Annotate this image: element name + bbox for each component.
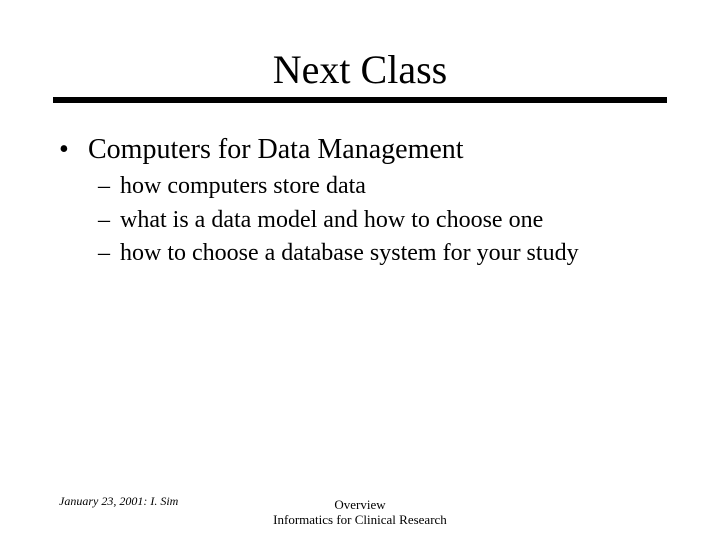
footer-date-author: January 23, 2001: I. Sim: [59, 494, 179, 508]
sub-bullet-text: what is a data model and how to choose one: [120, 207, 544, 233]
sub-bullet-text: how computers store data: [120, 173, 366, 199]
sub-bullet-marker: –: [98, 240, 110, 266]
bullet-marker: •: [59, 134, 69, 165]
footer-course-name: Informatics for Clinical Research: [273, 512, 447, 527]
footer-section-name: Overview: [334, 497, 386, 512]
title-underline-rule: [53, 97, 667, 103]
sub-bullet-marker: –: [98, 207, 110, 233]
sub-bullet-text: how to choose a database system for your study: [120, 240, 579, 266]
footer-course-info: [240, 497, 480, 527]
sub-bullet-item: [98, 171, 366, 201]
bullet-item: [59, 133, 464, 167]
sub-bullet-item: [98, 238, 579, 268]
sub-bullet-item: [98, 205, 543, 235]
bullet-text: Computers for Data Management: [88, 134, 464, 165]
slide-title: Next Class: [272, 47, 448, 92]
sub-bullet-marker: –: [98, 173, 110, 199]
